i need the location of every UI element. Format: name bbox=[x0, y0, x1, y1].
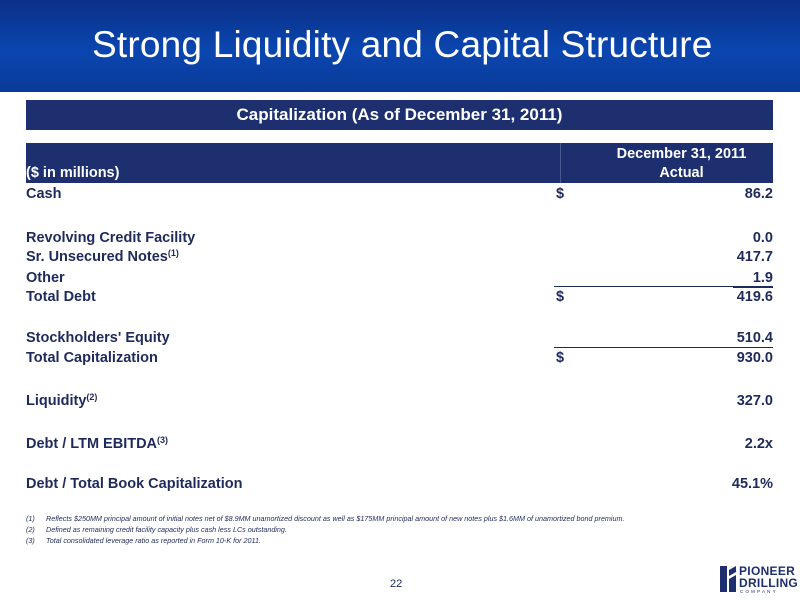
row-label: Total Capitalization bbox=[26, 350, 158, 366]
table-header bbox=[26, 143, 773, 183]
row-value: 2.2x bbox=[744, 436, 773, 452]
slide-header bbox=[0, 0, 800, 92]
page-number: 22 bbox=[390, 578, 403, 590]
table-row-senior-notes bbox=[26, 249, 773, 269]
footnote-ref: (3) bbox=[157, 435, 169, 445]
currency-symbol: $ bbox=[556, 289, 565, 305]
footnote-2 bbox=[26, 524, 786, 535]
header-divider bbox=[560, 143, 591, 183]
row-value: 86.2 bbox=[744, 186, 773, 202]
logo-text-company: COMPANY bbox=[740, 589, 778, 594]
table-row-cash bbox=[26, 186, 773, 206]
row-label bbox=[26, 249, 179, 265]
currency-symbol: $ bbox=[556, 350, 565, 366]
footnote-3 bbox=[26, 535, 786, 546]
row-value: 510.4 bbox=[736, 330, 773, 346]
company-logo bbox=[720, 563, 798, 597]
table-row-revolver bbox=[26, 230, 773, 250]
row-label: Revolving Credit Facility bbox=[26, 230, 196, 246]
section-title-bar: Capitalization (As of December 31, 2011) bbox=[26, 100, 773, 130]
logo-mark-icon bbox=[720, 566, 736, 592]
footnote-text: Reflects $250MM principal amount of initial notes net of $8.9MM unamortized discount as well as $175MM principal amount of new notes plus $1.6MM of unamortized bond premium. bbox=[46, 514, 625, 523]
column-header-date: December 31, 2011 bbox=[616, 146, 747, 162]
column-header-actual: Actual bbox=[659, 165, 704, 181]
row-label: Cash bbox=[26, 186, 62, 202]
row-label: Stockholders' Equity bbox=[26, 330, 170, 346]
footnote-number: (3) bbox=[26, 536, 35, 545]
table-row-other bbox=[26, 270, 773, 290]
total-rule bbox=[554, 286, 773, 287]
slide-title: Strong Liquidity and Capital Structure bbox=[92, 24, 713, 65]
row-label: Debt / Total Book Capitalization bbox=[26, 476, 243, 492]
footnote-text: Defined as remaining credit facility capacity plus cash less LCs outstanding. bbox=[46, 525, 287, 534]
logo-text-drilling: DRILLING bbox=[739, 576, 799, 590]
row-value: 0.0 bbox=[752, 230, 773, 246]
table-row-leverage bbox=[26, 436, 773, 456]
currency-symbol: $ bbox=[556, 186, 565, 202]
row-value: 327.0 bbox=[736, 393, 773, 409]
table-row-total-capitalization bbox=[26, 350, 773, 370]
row-value: 419.6 bbox=[736, 289, 773, 305]
row-label-text: Sr. Unsecured Notes bbox=[26, 249, 168, 265]
footnote-ref: (2) bbox=[86, 392, 98, 402]
table-row-debt-to-cap bbox=[26, 476, 773, 496]
row-value: 930.0 bbox=[736, 350, 773, 366]
footnote-number: (1) bbox=[26, 514, 35, 523]
footnotes bbox=[26, 513, 786, 546]
table-row-total-debt bbox=[26, 289, 773, 309]
footnote-number: (2) bbox=[26, 525, 35, 534]
logo-text-pioneer: PIONEER bbox=[739, 564, 796, 578]
row-label bbox=[26, 436, 168, 452]
row-label: Total Debt bbox=[26, 289, 96, 305]
row-value: 1.9 bbox=[752, 270, 773, 286]
row-value: 45.1% bbox=[731, 476, 773, 492]
row-value: 417.7 bbox=[736, 249, 773, 265]
subtotal-underline bbox=[733, 287, 773, 288]
table-row-liquidity bbox=[26, 393, 773, 413]
row-label-text: Liquidity bbox=[26, 393, 87, 409]
row-label-text: Debt / LTM EBITDA bbox=[26, 436, 158, 452]
units-label: ($ in millions) bbox=[26, 165, 120, 181]
total-rule bbox=[554, 347, 773, 348]
footnote-text: Total consolidated leverage ratio as reported in Form 10-K for 2011. bbox=[46, 536, 261, 545]
row-label: Other bbox=[26, 270, 65, 286]
footnote-1 bbox=[26, 513, 786, 524]
row-label bbox=[26, 393, 97, 409]
footnote-ref: (1) bbox=[167, 248, 179, 258]
